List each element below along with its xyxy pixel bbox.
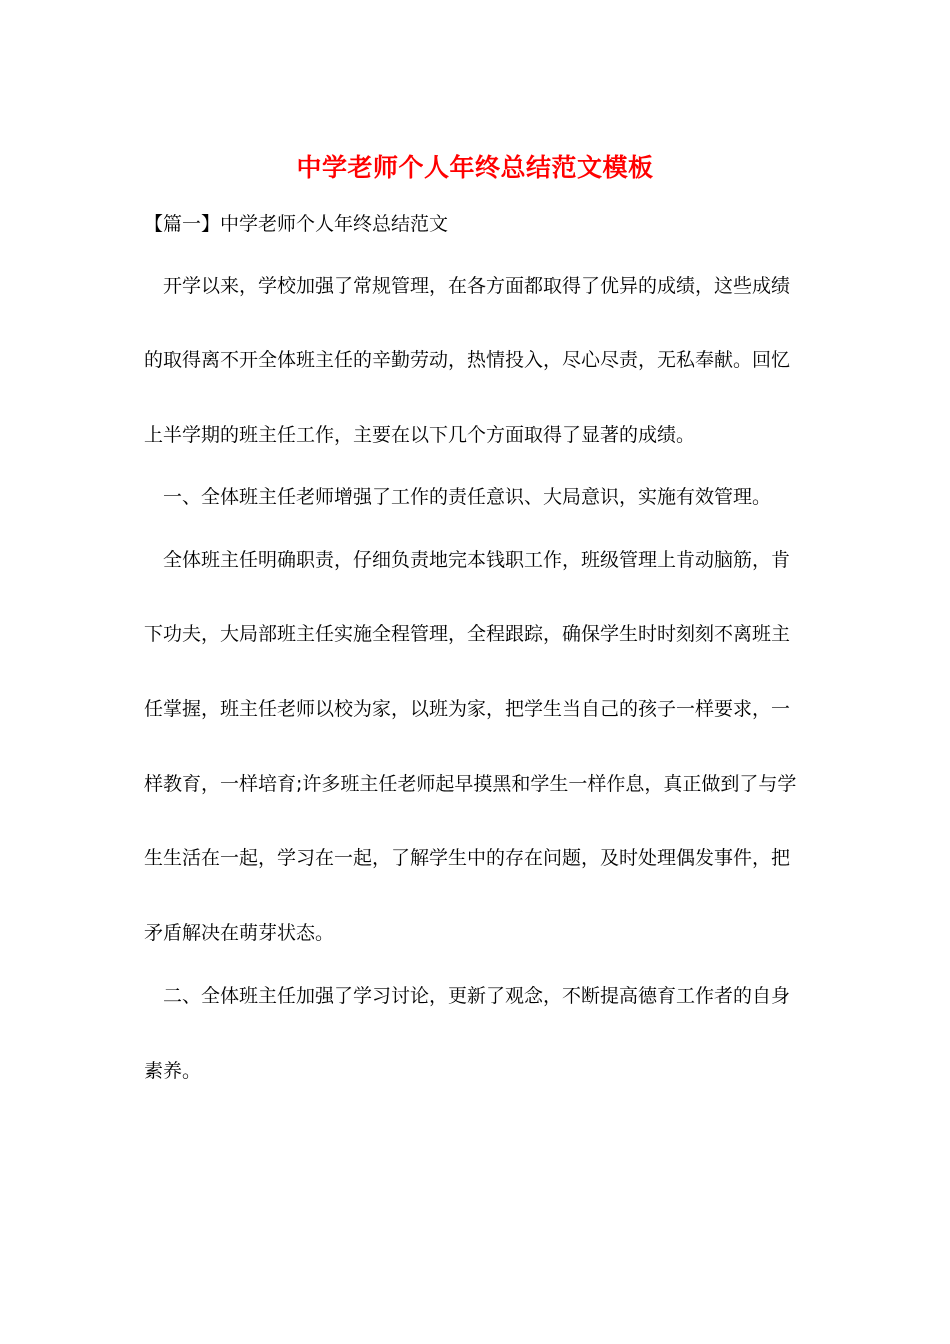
body-line-10: 矛盾解决在萌芽状态。: [144, 922, 335, 944]
body-line-3: 上半学期的班主任工作，主要在以下几个方面取得了显著的成绩。: [144, 424, 696, 446]
document-title: 中学老师个人年终总结范文模板: [296, 153, 654, 182]
body-line-2: 的取得离不开全体班主任的辛勤劳动，热情投入，尽心尽责，无私奉献。回忆: [144, 349, 791, 371]
body-line-5: 全体班主任明确职责，仔细负责地完本钱职工作，班级管理上肯动脑筋，肯: [163, 549, 791, 571]
body-line-7: 任掌握，班主任老师以校为家，以班为家，把学生当自己的孩子一样要求，一: [144, 698, 791, 720]
body-line-9: 生生活在一起，学习在一起，了解学生中的存在问题，及时处理偶发事件，把: [144, 847, 791, 869]
body-line-8: 样教育，一样培育;许多班主任老师起早摸黑和学生一样作息，真正做到了与学: [144, 773, 797, 795]
body-line-6: 下功夫，大局部班主任实施全程管理，全程跟踪，确保学生时时刻刻不离班主: [144, 623, 791, 645]
body-line-1: 开学以来，学校加强了常规管理，在各方面都取得了优异的成绩，这些成绩: [163, 275, 791, 297]
numbered-point-1: 一、全体班主任老师增强了工作的责任意识、大局意识，实施有效管理。: [163, 486, 772, 508]
section-heading: 【篇一】中学老师个人年终总结范文: [144, 213, 449, 235]
numbered-point-2: 二、全体班主任加强了学习讨论，更新了观念，不断提高德育工作者的自身: [163, 985, 791, 1007]
body-line-12: 素养。: [144, 1060, 202, 1082]
